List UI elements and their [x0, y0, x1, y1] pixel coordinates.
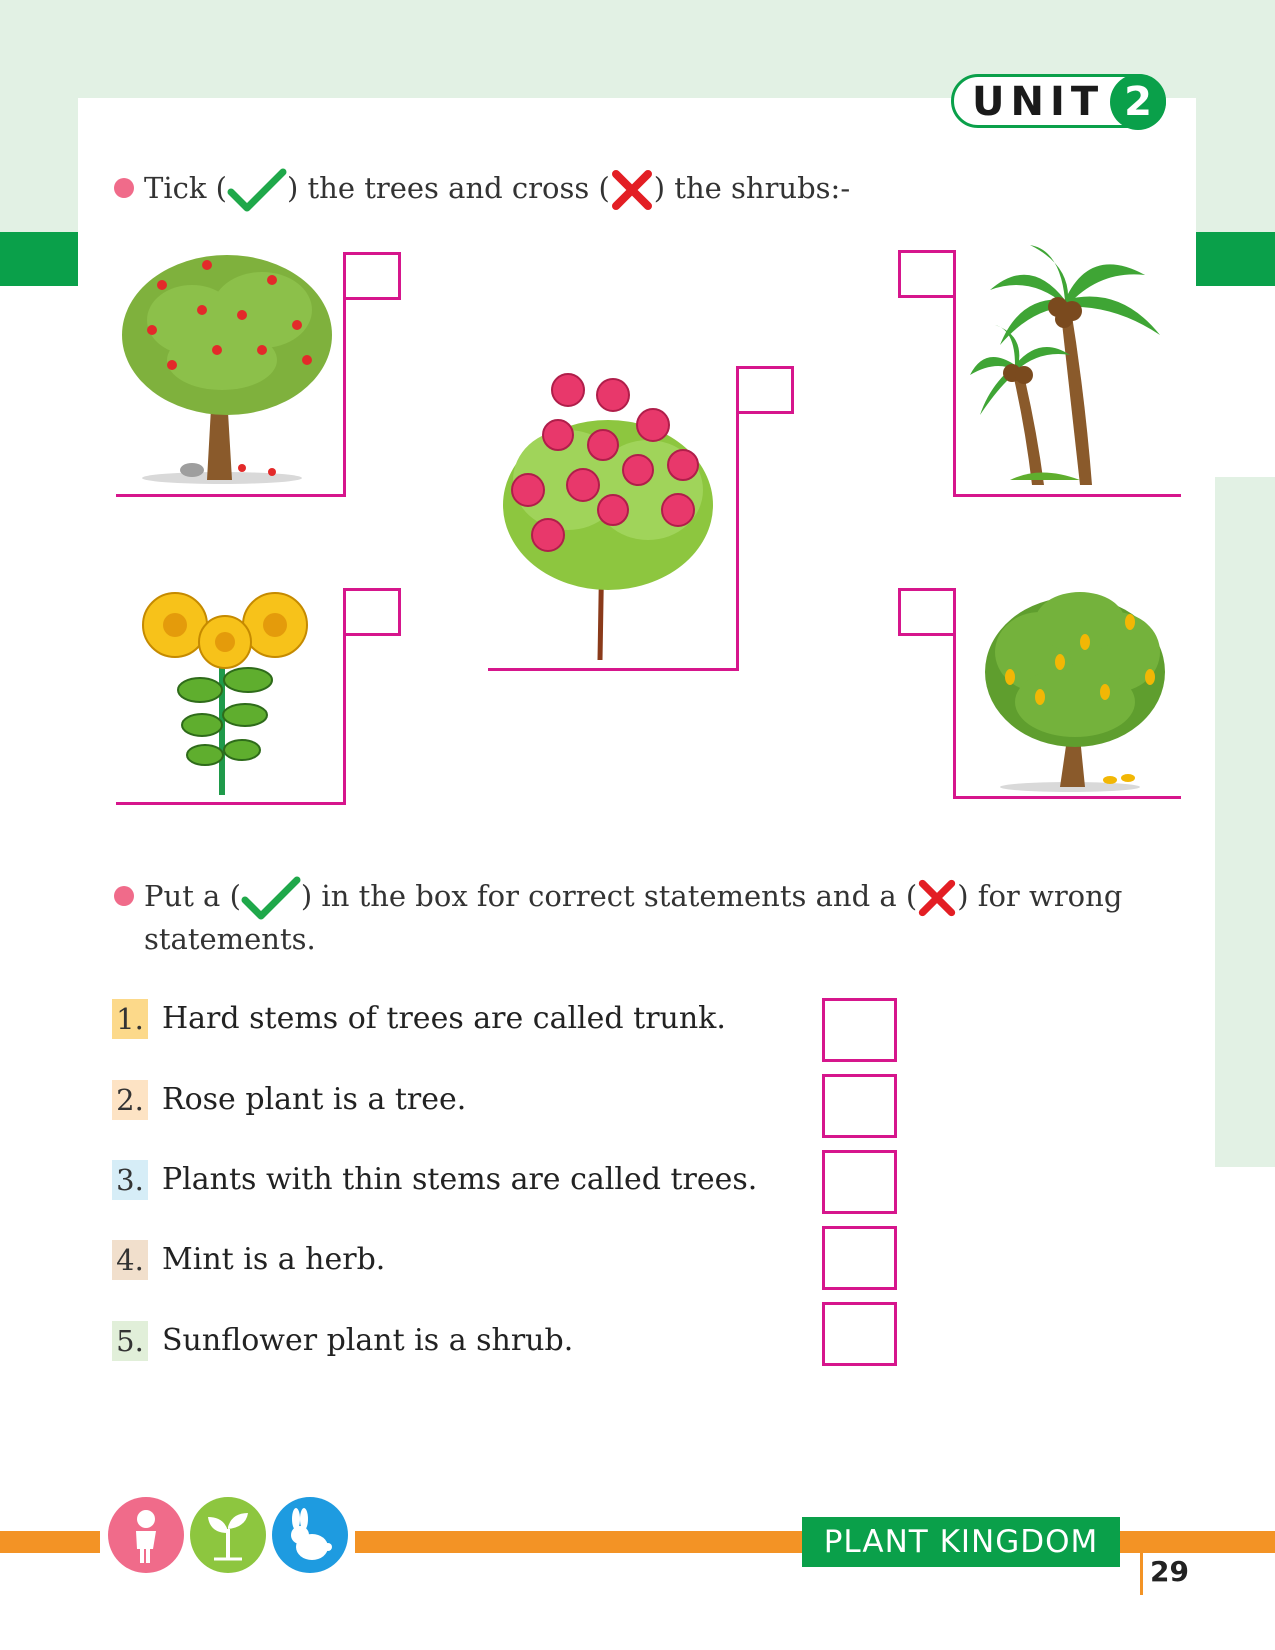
answer-box-2[interactable] [736, 366, 794, 414]
apple-tree-picture [112, 240, 342, 490]
unit-label: UNIT [972, 79, 1105, 125]
statement-number: 3. [112, 1160, 148, 1200]
statement-text: Mint is a herb. [162, 1242, 386, 1277]
sprout-icon [190, 1497, 266, 1573]
pointer-line [488, 668, 739, 671]
pointer-line [953, 296, 956, 496]
pointer-line [343, 634, 346, 804]
page-number: 29 [1150, 1555, 1189, 1588]
rabbit-icon [272, 1497, 348, 1573]
footer-stripe [355, 1531, 805, 1553]
instruction-text: ) the shrubs:- [653, 171, 851, 205]
sunflower-picture [140, 590, 320, 800]
statement-text: Plants with thin stems are called trees. [162, 1162, 758, 1197]
statement-text: Hard stems of trees are called trunk. [162, 1001, 726, 1036]
activity1-instruction [144, 168, 850, 212]
statement-answer-box[interactable] [822, 1226, 897, 1290]
statement-answer-box[interactable] [822, 1150, 897, 1214]
footer-stripe [1120, 1531, 1275, 1553]
statement-number: 1. [112, 999, 148, 1039]
right-side-panel [1215, 477, 1275, 1167]
right-banner-bg [1196, 0, 1275, 232]
bullet-dot [114, 178, 134, 198]
statement-text: Sunflower plant is a shrub. [162, 1323, 574, 1358]
unit-number: 2 [1110, 74, 1166, 130]
chapter-title: PLANT KINGDOM [802, 1517, 1120, 1567]
left-banner-bg [0, 0, 78, 232]
rose-shrub-picture [488, 370, 728, 670]
answer-box-5[interactable] [898, 588, 956, 636]
page-number-bar [1140, 1545, 1143, 1595]
instruction-text: statements. [144, 922, 316, 956]
statement-number: 4. [112, 1240, 148, 1280]
answer-box-4[interactable] [343, 588, 401, 636]
statement-number: 5. [112, 1321, 148, 1361]
cross-icon [917, 878, 957, 918]
statement-answer-box[interactable] [822, 998, 897, 1062]
tick-icon [227, 168, 287, 212]
left-green-band [0, 232, 78, 286]
statement-number: 2. [112, 1080, 148, 1120]
instruction-text: Tick ( [144, 171, 227, 205]
pointer-line [736, 412, 739, 670]
bullet-dot [114, 886, 134, 906]
mango-tree-picture [980, 582, 1170, 792]
instruction-text: Put a ( [144, 879, 241, 913]
child-icon [108, 1497, 184, 1573]
pointer-line [116, 494, 346, 497]
answer-box-3[interactable] [898, 250, 956, 298]
pointer-line [343, 298, 346, 496]
pointer-line [953, 634, 956, 798]
instruction-text: ) for wrong [957, 879, 1123, 913]
right-green-band [1196, 232, 1275, 286]
pointer-line [953, 796, 1181, 799]
pointer-line [116, 802, 346, 805]
statement-answer-box[interactable] [822, 1302, 897, 1366]
instruction-text: ) the trees and cross ( [286, 171, 610, 205]
activity2-instruction [144, 876, 1122, 920]
footer-stripe [0, 1531, 100, 1553]
statement-text: Rose plant is a tree. [162, 1082, 467, 1117]
instruction-text: ) in the box for correct statements and a ( [300, 879, 918, 913]
pointer-line [953, 494, 1181, 497]
statement-answer-box[interactable] [822, 1074, 897, 1138]
coconut-palm-picture [970, 245, 1170, 490]
answer-box-1[interactable] [343, 252, 401, 300]
cross-icon [610, 168, 654, 212]
tick-icon [241, 876, 301, 920]
